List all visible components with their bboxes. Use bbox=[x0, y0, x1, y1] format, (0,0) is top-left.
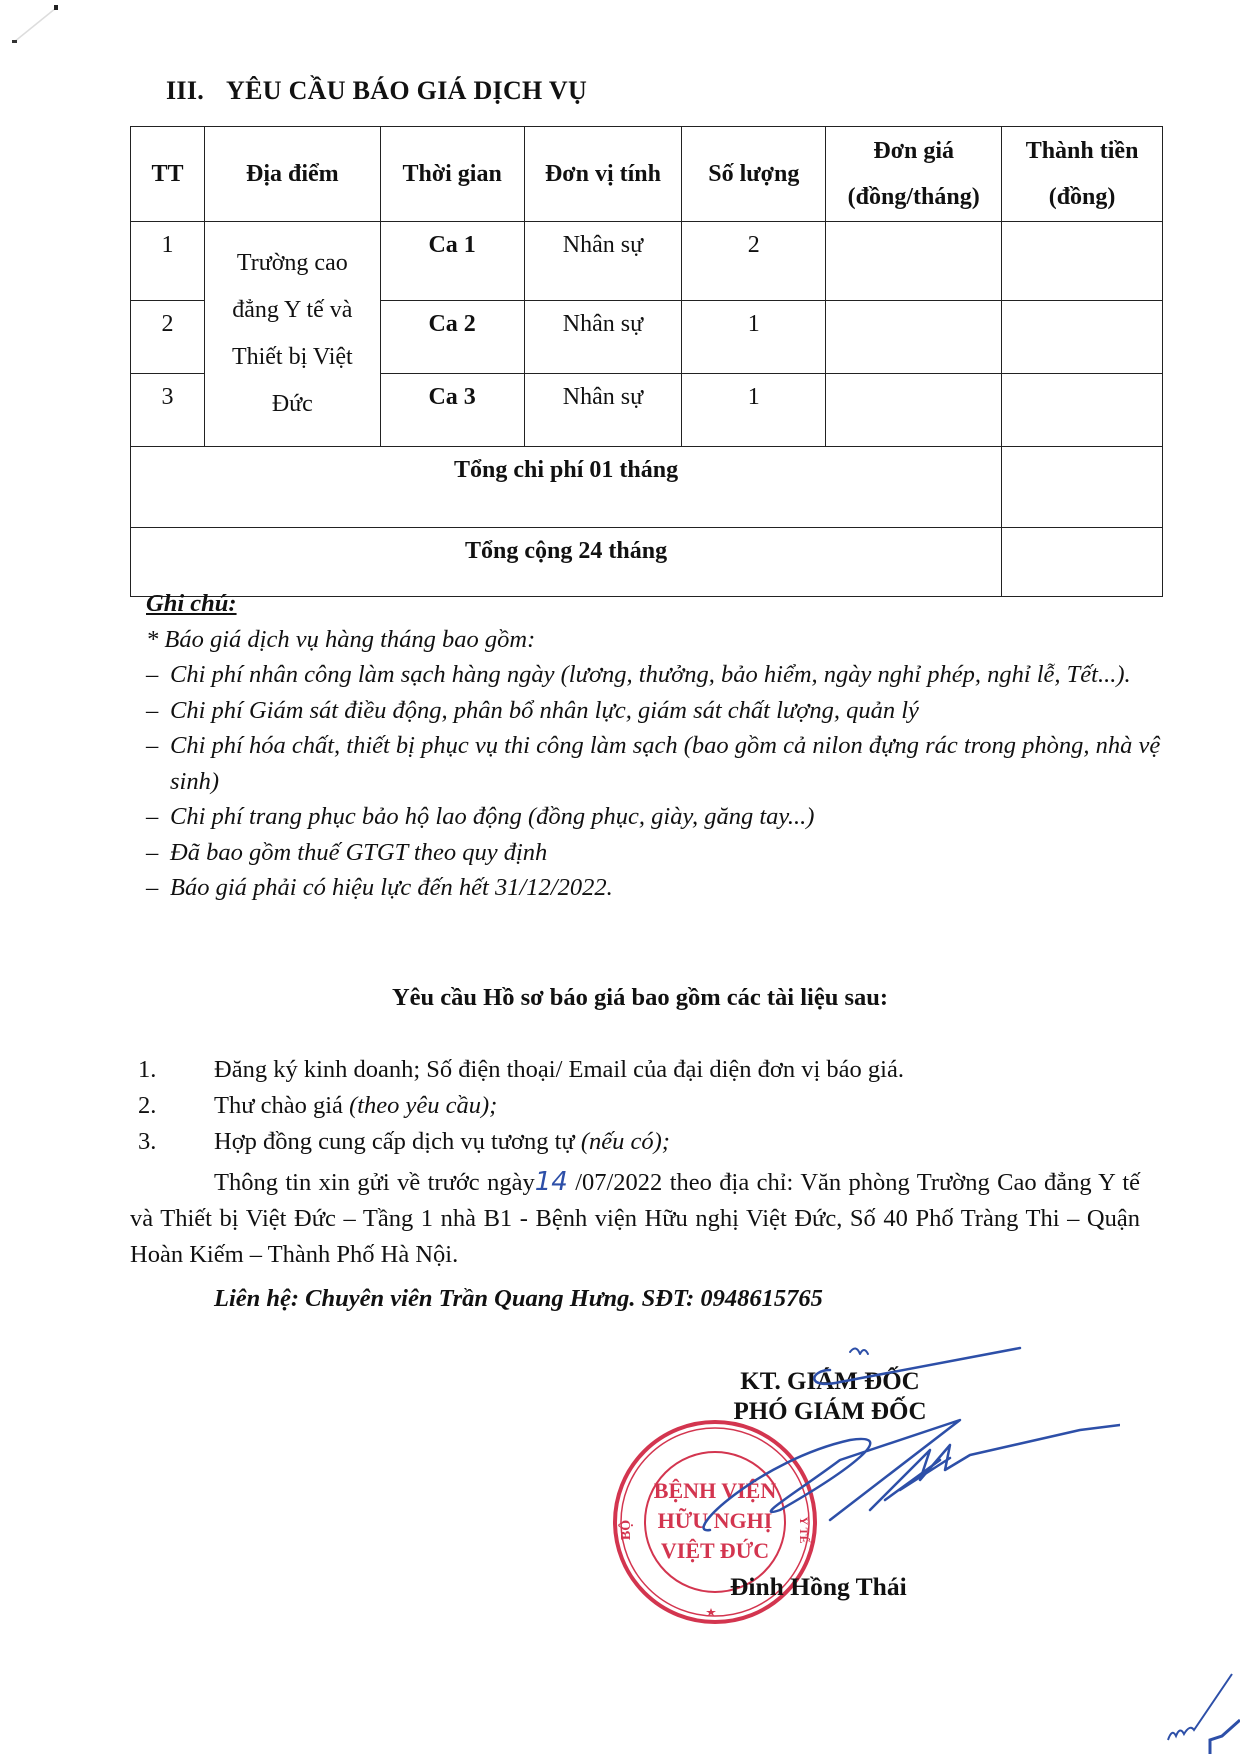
stamp-ring-left: BỘ bbox=[619, 1519, 634, 1541]
cell-unit-price[interactable] bbox=[826, 301, 1002, 374]
header-time: Thời gian bbox=[380, 127, 524, 222]
contact-line: Liên hệ: Chuyên viên Trần Quang Hưng. SĐT: 0948615765 bbox=[214, 1285, 823, 1312]
requirements-list bbox=[138, 1052, 1178, 1160]
item-note: (nếu có); bbox=[580, 1128, 670, 1155]
stamp-ring-right: Y TẾ bbox=[797, 1516, 811, 1544]
dash-bullet: – bbox=[146, 838, 159, 866]
section-number: III. bbox=[166, 76, 205, 105]
submission-text-before: Thông tin xin gửi về trước ngày bbox=[214, 1169, 535, 1196]
total-24-label: Tổng cộng 24 tháng bbox=[131, 528, 1002, 597]
header-unit: Đơn vị tính bbox=[524, 127, 682, 222]
signer-name: Đinh Hồng Thái bbox=[730, 1572, 907, 1601]
requirement-item bbox=[138, 1124, 1178, 1160]
notes-section bbox=[146, 586, 1166, 906]
cell-unit: Nhân sự bbox=[524, 374, 682, 447]
dash-bullet: – bbox=[146, 732, 159, 759]
notes-intro: * Báo giá dịch vụ hàng tháng bao gồm: bbox=[146, 625, 536, 653]
header-tt: TT bbox=[131, 127, 205, 222]
note-text: Chi phí hóa chất, thiết bị phục vụ thi công làm sạch (bao gồm cả nilon đựng rác trong phòng, nhà vệ sinh) bbox=[170, 732, 1161, 795]
cell-tt: 1 bbox=[131, 222, 205, 301]
cell-amount[interactable] bbox=[1002, 301, 1163, 374]
note-text: Đã bao gồm thuế GTGT theo quy định bbox=[170, 838, 548, 866]
cell-unit: Nhân sự bbox=[524, 301, 682, 374]
cell-tt: 2 bbox=[131, 301, 205, 374]
submission-text-after: /07/2022 theo địa chỉ: Văn phòng Trường Cao đẳng Y tế và Thiết bị Việt Đức – Tầng 1 nhà B1 - Bệnh viện Hữu nghị Việt Đức, Số 40 Phố Tràng Thi – Quận Hoàn Kiếm – Thành Phố Hà Nội. bbox=[130, 1169, 1140, 1268]
dash-bullet: – bbox=[146, 696, 159, 724]
cell-quantity: 1 bbox=[682, 301, 826, 374]
note-item bbox=[146, 870, 1166, 906]
note-item bbox=[146, 728, 1166, 799]
cell-time: Ca 2 bbox=[380, 301, 524, 374]
total-month-row bbox=[131, 447, 1163, 528]
dash-bullet: – bbox=[146, 874, 159, 901]
header-amount-line2: (đồng) bbox=[1048, 184, 1116, 210]
note-text: Báo giá phải có hiệu lực đến hết 31/12/2022. bbox=[170, 874, 613, 901]
cell-unit-price[interactable] bbox=[826, 374, 1002, 447]
note-item bbox=[146, 835, 1166, 871]
note-item bbox=[146, 657, 1166, 693]
cell-time: Ca 3 bbox=[380, 374, 524, 447]
note-text: Chi phí trang phục bảo hộ lao động (đồng phục, giày, găng tay...) bbox=[170, 803, 815, 830]
item-number: 1. bbox=[138, 1056, 157, 1083]
header-location: Địa điểm bbox=[204, 127, 380, 222]
signature-title-1: KT. GIÁM ĐỐC bbox=[740, 1368, 920, 1395]
scan-mark-icon bbox=[0, 0, 70, 50]
submission-paragraph bbox=[130, 1164, 1140, 1273]
note-text: Chi phí Giám sát điều động, phân bổ nhân lực, giám sát chất lượng, quản lý bbox=[170, 696, 919, 724]
note-item bbox=[146, 693, 1166, 729]
item-number: 2. bbox=[138, 1092, 157, 1119]
item-note: (theo yêu cầu); bbox=[349, 1092, 498, 1119]
requirements-title: Yêu cầu Hồ sơ báo giá bao gồm các tài liệu sau: bbox=[391, 984, 889, 1011]
header-unit-price bbox=[826, 127, 1002, 222]
item-text: Thư chào giá bbox=[214, 1092, 350, 1119]
section-heading: YÊU CẦU BÁO GIÁ DỊCH VỤ bbox=[226, 76, 588, 105]
requirement-item bbox=[138, 1052, 1178, 1088]
location-line: đẳng Y tế và bbox=[232, 297, 353, 323]
stamp-line-2: HỮU NGHỊ bbox=[657, 1508, 773, 1533]
header-unit-price-line2: (đồng/tháng) bbox=[847, 184, 980, 210]
header-amount bbox=[1002, 127, 1163, 222]
note-text: Chi phí nhân công làm sạch hàng ngày (lương, thưởng, bảo hiểm, ngày nghỉ phép, nghỉ lễ, Tết...). bbox=[170, 661, 1131, 688]
dash-bullet: – bbox=[146, 803, 159, 830]
cell-location bbox=[204, 222, 380, 447]
header-unit-price-line1: Đơn giá bbox=[873, 138, 954, 164]
signature-title-2: PHÓ GIÁM ĐỐC bbox=[733, 1398, 927, 1425]
cell-tt: 3 bbox=[131, 374, 205, 447]
location-line: Thiết bị Việt bbox=[231, 344, 353, 370]
notes-title: Ghi chú: bbox=[146, 590, 237, 617]
location-line: Trường cao bbox=[236, 250, 348, 276]
cell-unit: Nhân sự bbox=[524, 222, 682, 301]
quote-table bbox=[130, 126, 1163, 597]
cell-quantity: 2 bbox=[682, 222, 826, 301]
item-text: Hợp đồng cung cấp dịch vụ tương tự bbox=[214, 1128, 581, 1155]
handwritten-signature-icon bbox=[600, 1340, 1120, 1570]
table-row bbox=[131, 222, 1163, 301]
location-line: Đức bbox=[271, 391, 313, 417]
total-month-label: Tổng chi phí 01 tháng bbox=[131, 447, 1002, 528]
stamp-line-3: VIỆT ĐỨC bbox=[660, 1538, 770, 1563]
section-title bbox=[166, 76, 587, 106]
item-text: Đăng ký kinh doanh; Số điện thoại/ Email của đại diện đơn vị báo giá. bbox=[214, 1056, 904, 1083]
stamp-line-1: BỆNH VIỆN bbox=[653, 1478, 777, 1503]
total-month-value[interactable] bbox=[1002, 447, 1163, 528]
header-quantity: Số lượng bbox=[682, 127, 826, 222]
dash-bullet: – bbox=[146, 661, 159, 688]
header-amount-line1: Thành tiền bbox=[1025, 138, 1139, 164]
cell-time: Ca 1 bbox=[380, 222, 524, 301]
note-item bbox=[146, 799, 1166, 835]
item-number: 3. bbox=[138, 1128, 157, 1155]
stamp-star-icon bbox=[706, 1608, 716, 1616]
handwritten-day: 14 bbox=[534, 1167, 568, 1197]
requirement-item bbox=[138, 1088, 1178, 1124]
page-initial-scribble-icon bbox=[1160, 1670, 1240, 1754]
cell-amount[interactable] bbox=[1002, 374, 1163, 447]
cell-quantity: 1 bbox=[682, 374, 826, 447]
table-header-row bbox=[131, 127, 1163, 222]
cell-unit-price[interactable] bbox=[826, 222, 1002, 301]
cell-amount[interactable] bbox=[1002, 222, 1163, 301]
